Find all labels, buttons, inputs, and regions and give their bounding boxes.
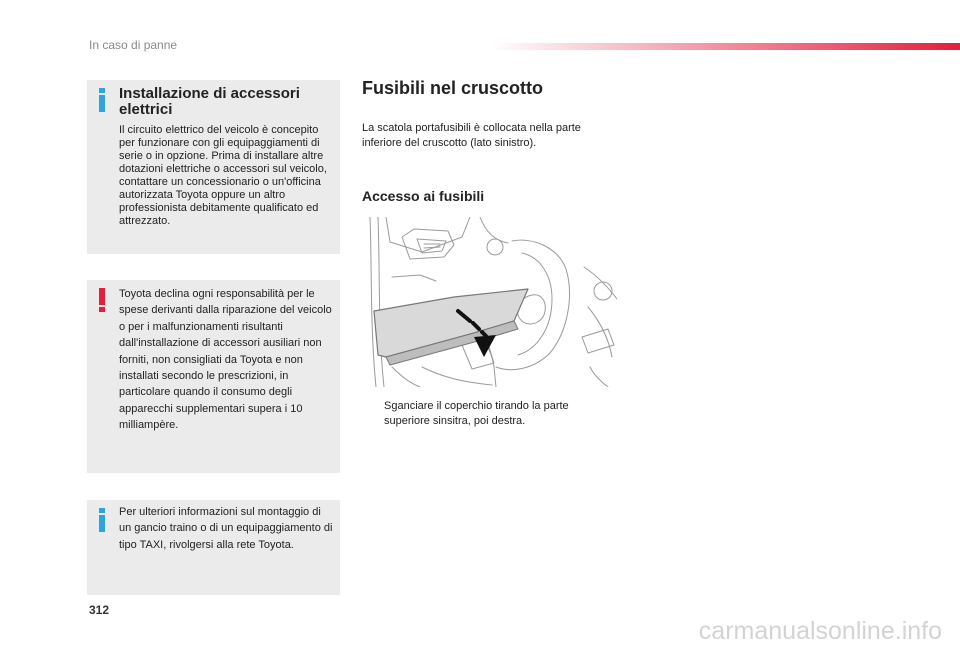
page-number: 312: [89, 603, 110, 617]
header-accent-bar: [490, 43, 960, 50]
section-subtitle: Accesso ai fusibili: [362, 188, 485, 204]
info-box-text: Per ulteriori informazioni sul montaggio di un gancio traino o di un equipaggiamento di tipo TAXI, rivolgersi alla rete Toyota.: [119, 506, 333, 551]
info-icon: [99, 88, 105, 112]
warning-box: [87, 280, 340, 473]
info-box-text: Il circuito elettrico del veicolo è concepito per funzionare con gli equipaggiamenti di serie o in opzione. Prima di installare altre dotazioni elettriche o accessori sul veicolo, contattare un concessionario o un'officina autorizzata Toyota oppure un altro professionista debitamente qualificato ed attrezzato.: [119, 124, 327, 227]
intro-text: La scatola portafusibili è collocata nella parte inferiore del cruscotto (lato sinistro).: [362, 122, 581, 149]
info-box-title: Installazione di accessori elettrici: [119, 85, 300, 118]
info-icon: [99, 508, 105, 532]
section-title: In caso di panne: [89, 38, 178, 52]
dashboard-fusebox-illustration: [362, 217, 617, 387]
watermark: carmanualsonline.info: [698, 617, 942, 645]
warning-box-text: Toyota declina ogni responsabilità per le spese derivanti dalla riparazione del veicolo o per i malfunzionamenti risultanti dall'installazione di accessori ausiliari non forniti, non consigliati da Toyota e non installati secondo le prescrizioni, in particolare quando il consumo degli apparecchi supplementari supera i 10 milliampère.: [119, 288, 332, 432]
warning-icon: [99, 288, 105, 312]
info-box-towing: [87, 500, 340, 595]
info-box-accessories: [87, 80, 340, 254]
instruction-text: Sganciare il coperchio tirando la parte superiore sinsitra, poi destra.: [384, 400, 569, 427]
page-title: Fusibili nel cruscotto: [362, 78, 544, 98]
